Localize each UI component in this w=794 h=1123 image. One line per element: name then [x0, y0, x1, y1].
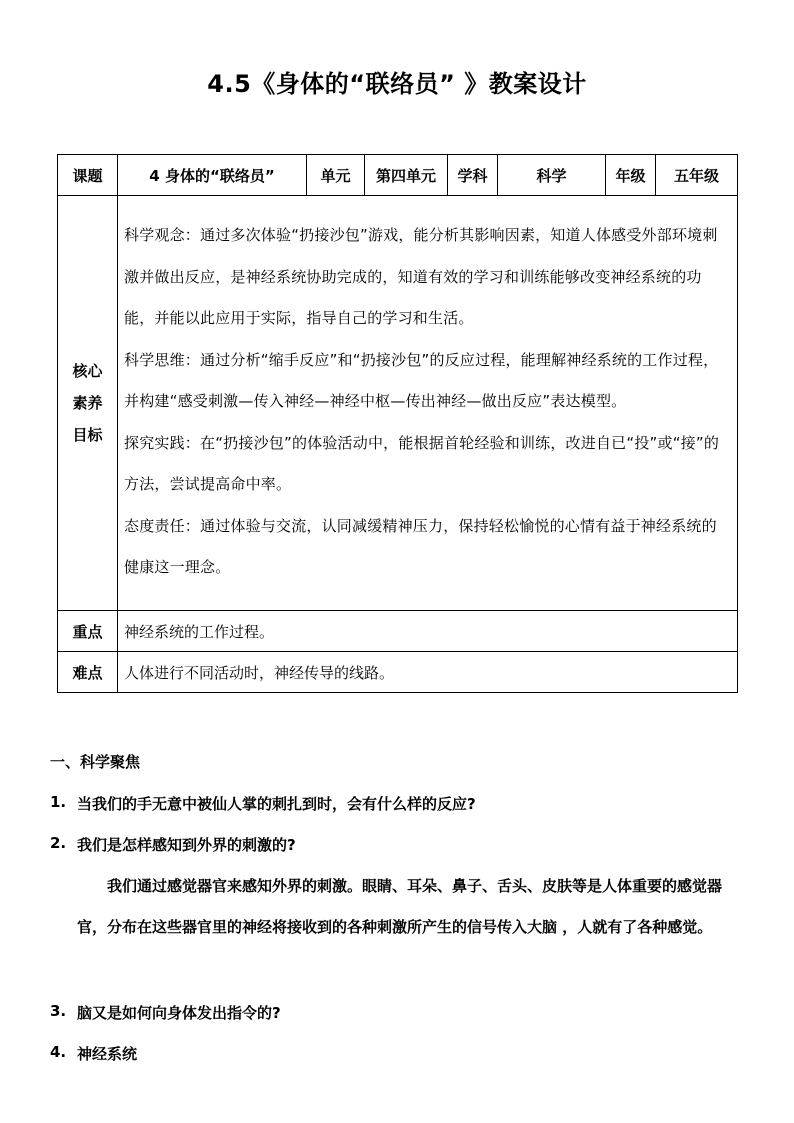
- key-point-value: 神经系统的工作过程。: [118, 611, 738, 652]
- page-title: 4.5《身体的“联络员” 》教案设计: [207, 70, 587, 98]
- list-item-number: 3.: [50, 1002, 67, 1020]
- list-item-number: 2.: [50, 834, 67, 852]
- topic-value: 4 身体的“联络员”: [118, 155, 307, 196]
- difficulty-row: [58, 652, 738, 693]
- core-goals-content: [118, 196, 738, 611]
- core-goals-row: [58, 196, 738, 611]
- unit-label: 单元: [307, 155, 365, 196]
- core-label-line: 素养: [72, 394, 103, 412]
- topic-label: 课题: [58, 155, 118, 196]
- core-label-line: 目标: [72, 426, 103, 444]
- lesson-info-table: [57, 154, 738, 693]
- list-item: [50, 1043, 750, 1064]
- difficulty-label: 难点: [58, 652, 118, 693]
- key-point-label: 重点: [58, 611, 118, 652]
- unit-value: 第四单元: [365, 155, 448, 196]
- core-label-line: 核心: [72, 362, 103, 380]
- list-item: [50, 793, 750, 814]
- list-item-text: 神经系统: [77, 1045, 138, 1063]
- list-item-text: 脑又是如何向身体发出指令的?: [77, 1004, 281, 1022]
- list-item: [50, 834, 750, 855]
- list-item: [50, 1002, 750, 1023]
- table-header-row: [58, 155, 738, 196]
- grade-value: 五年级: [656, 155, 738, 196]
- body-paragraph: 我们通过感觉器官来感知外界的刺激。眼睛、耳朵、鼻子、舌头、皮肤等是人体重要的感觉器官，分布在这些器官里的神经将接收到的各种刺激所产生的信号传入大脑 ，人就有了各种感觉。: [77, 877, 723, 936]
- grade-label: 年级: [606, 155, 656, 196]
- core-goal-science-thinking: 科学思维：通过分析“缩手反应”和“扔接沙包”的反应过程，能理解神经系统的工作过程，并构建“感受刺激—传入神经—神经中枢—传出神经—做出反应”表达模型。: [124, 350, 719, 411]
- core-goal-science-concept: 科学观念：通过多次体验“扔接沙包”游戏，能分析其影响因素，知道人体感受外部环境刺激并做出反应，是神经系统协助完成的，知道有效的学习和训练能够改变神经系统的功能，并能以此应用于实际，指导自己的学习和生活。: [124, 226, 718, 328]
- list-item-text: 当我们的手无意中被仙人掌的刺扎到时，会有什么样的反应?: [77, 795, 476, 813]
- core-goal-inquiry-practice: 探究实践：在“扔接沙包”的体验活动中，能根据首轮经验和训练，改进自已“投”或“接”的方法，尝试提高命中率。: [124, 433, 720, 494]
- core-goals-label: [58, 196, 118, 611]
- subject-value: 科学: [498, 155, 606, 196]
- subject-label: 学科: [448, 155, 498, 196]
- core-goal-attitude: 态度责任：通过体验与交流，认同减缓精神压力，保持轻松愉悦的心情有益于神经系统的健康这一理念。: [124, 516, 717, 577]
- list-item-number: 1.: [50, 793, 67, 811]
- list-item-text: 我们是怎样感知到外界的刺激的?: [77, 836, 296, 854]
- key-point-row: [58, 611, 738, 652]
- difficulty-value: 人体进行不同活动时，神经传导的线路。: [118, 652, 738, 693]
- list-item-number: 4.: [50, 1043, 67, 1061]
- section-heading: 一、科学聚焦: [50, 753, 141, 771]
